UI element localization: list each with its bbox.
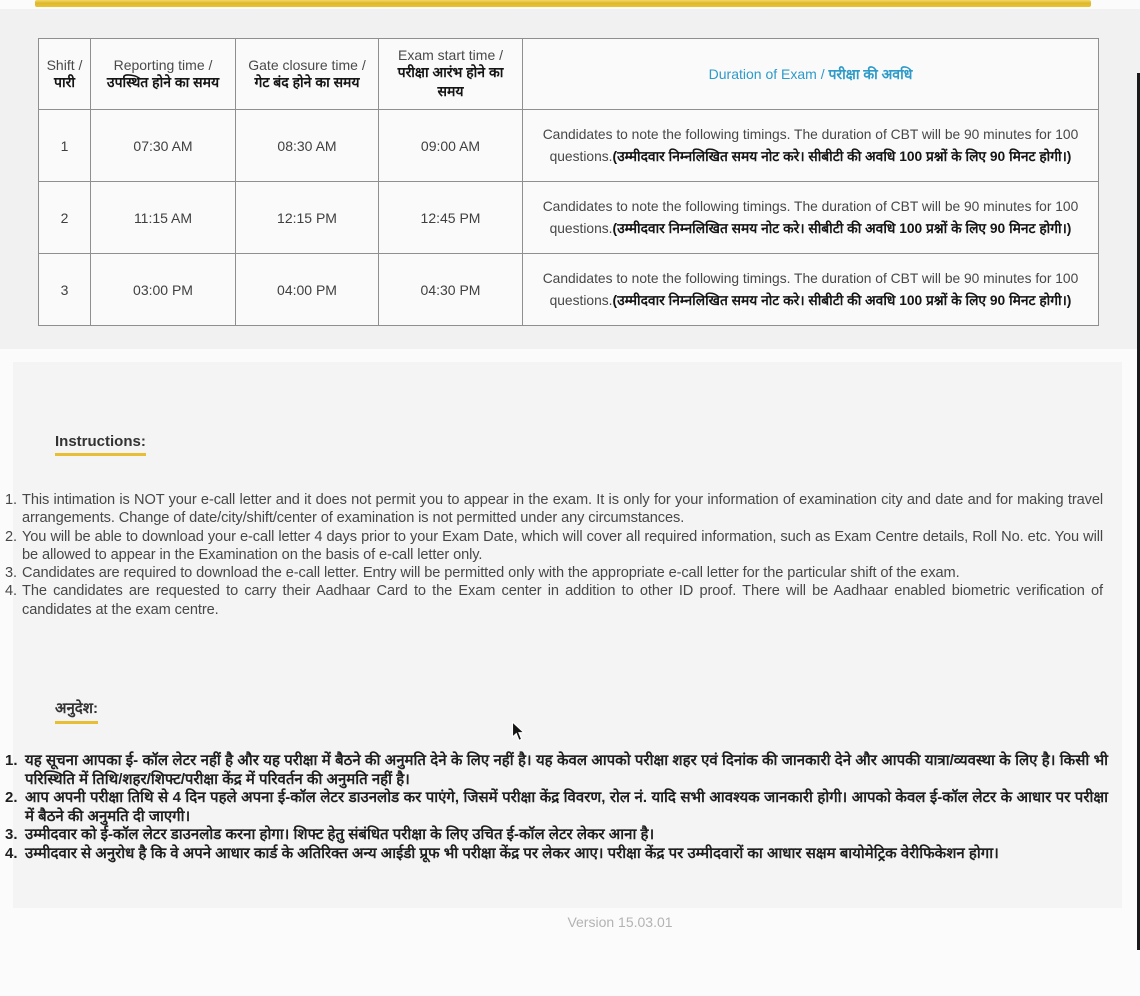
duration-text-en: Candidates to note the following timings. The duration of CBT will be 90 minutes for 100 questions. [542,199,1079,236]
instruction-item-hi [5,789,1108,826]
reporting-time-cell: 03:00 PM [91,254,236,326]
gate-closure-time-cell: 12:15 PM [236,182,379,254]
table-row [39,110,1099,182]
duration-text-en: Candidates to note the following timings. The duration of CBT will be 90 minutes for 100 questions. [542,271,1079,308]
instructions-list-hi [5,752,1108,864]
item-text: उम्मीदवार को ई-कॉल लेटर डाउनलोड करना होगा। शिफ्ट हेतु संबंधित परीक्षा के लिए उचित ई-कॉल लेटर लेकर आना है। [25,826,655,844]
exam-start-time-cell: 04:30 PM [379,254,523,326]
mouse-cursor-icon [511,721,526,742]
table-row [39,182,1099,254]
item-number: 4. [5,583,17,600]
instruction-item-en [5,582,1103,619]
instruction-item-hi [5,845,1108,864]
instruction-item-hi [5,752,1108,789]
item-number: 2. [5,789,18,807]
duration-text-en: Candidates to note the following timings. The duration of CBT will be 90 minutes for 100 questions. [542,127,1079,164]
item-text: This intimation is NOT your e-call letter and it does not permit you to appear in the exam. It is only for your information of examination city and date and for making travel arrangements. Change of date/city/shift/center of examination is not permitted under any circumstances. [22,492,1103,527]
col-header-exam-start-hi: परीक्षा आरंभ होने का समय [397,64,504,99]
col-header-shift-hi: पारी [54,73,75,90]
shift-number-cell: 2 [39,182,91,254]
instruction-item-en [5,564,1103,582]
col-header-exam-start-en: Exam start time / [397,47,504,63]
duration-text-hi: (उम्मीदवार निम्नलिखित समय नोट करे। सीबीटी की अवधि 100 प्रश्नों के लिए 90 मिनट होगी।) [612,220,1072,236]
item-text: यह सूचना आपका ई- कॉल लेटर नहीं है और यह परीक्षा में बैठने की अनुमति देने के लिए नहीं है। यह केवल आपको परीक्षा शहर एवं दिनांक की जानकारी देने और आपकी यात्रा/व्यवस्था के लिए है। किसी भी परिस्थिति में तिथि/शहर/शिफ्ट/परीक्षा केंद्र में परिवर्तन की अनुमति नहीं है। [25,752,1108,788]
col-header-shift-en: Shift / [46,56,83,73]
title-underline-bar [35,0,1091,7]
table-header-row [39,39,1099,110]
col-header-exam-start [379,39,523,110]
col-header-duration-en: Duration of Exam / [708,65,825,82]
item-number: 1. [5,752,18,769]
item-number: 2. [5,528,17,545]
instruction-item-hi [5,826,1108,845]
exam-start-time-cell: 09:00 AM [379,110,523,182]
item-text: आप अपनी परीक्षा तिथि से 4 दिन पहले अपना ई-कॉल लेटर डाउनलोड कर पाएंगे, जिसमें परीक्षा केंद्र विवरण, रोल नं. यादि सभी आवश्यक जानकारी होगी। आपको केवल ई-कॉल लेटर के आधार पर परीक्षा में बैठने की अनुमति दी जाएगी। [25,789,1108,825]
duration-cell [523,110,1099,182]
item-number: 3. [5,565,17,582]
shift-number-cell: 3 [39,254,91,326]
instructions-heading-hi [55,698,98,724]
col-header-gate-closure [236,39,379,110]
instructions-heading-hi-text: अनुदेश: [55,698,98,724]
duration-text-hi: (उम्मीदवार निम्नलिखित समय नोट करे। सीबीटी की अवधि 100 प्रश्नों के लिए 90 मिनट होगी।) [612,292,1072,308]
col-header-gate-closure-hi: गेट बंद होने का समय [254,73,360,90]
duration-cell [523,254,1099,326]
gate-closure-time-cell: 04:00 PM [236,254,379,326]
item-text: You will be able to download your e-call letter 4 days prior to your Exam Date, which will cover all required information, such as Exam Centre details, Roll No. etc. You will be allowed to appear in the Examination on the basis of e-call letter only. [22,528,1103,563]
item-text: Candidates are required to download the e-call letter. Entry will be permitted only with the appropriate e-call letter for the particular shift of the exam. [22,565,960,582]
item-text: उम्मीदवार से अनुरोध है कि वे अपने आधार कार्ड के अतिरिक्त अन्य आईडी प्रूफ भी परीक्षा केंद्र पर लेकर आए। परीक्षा केंद्र पर उम्मीदवारों का आधार सक्षम बायोमेट्रिक वेरीफिकेशन होगा। [25,844,999,862]
col-header-gate-closure-en: Gate closure time / [248,56,366,73]
item-number: 4. [5,844,18,862]
item-text: The candidates are requested to carry their Aadhaar Card to the Exam center in addition to other ID proof. There will be Aadhaar enabled biometric verification of candidates at the exam centre. [22,583,1103,618]
item-number: 1. [5,492,17,508]
col-header-reporting-hi: उपस्थित होने का समय [106,73,220,90]
item-number: 3. [5,826,18,844]
duration-text-hi: (उम्मीदवार निम्नलिखित समय नोट करे। सीबीटी की अवधि 100 प्रश्नों के लिए 90 मिनट होगी।) [612,148,1072,164]
col-header-reporting-en: Reporting time / [113,56,213,73]
col-header-duration-hi: परीक्षा की अवधि [828,65,913,82]
reporting-time-cell: 11:15 AM [91,182,236,254]
instruction-item-en [5,491,1103,528]
col-header-duration [523,39,1099,110]
col-header-shift [39,39,91,110]
exam-start-time-cell: 12:45 PM [379,182,523,254]
instruction-item-en [5,528,1103,565]
shift-timing-table [38,38,1099,326]
instructions-heading-en [55,433,146,456]
col-header-reporting-time [91,39,236,110]
version-label: Version 15.03.01 [567,914,673,930]
shift-number-cell: 1 [39,110,91,182]
instructions-list-en [5,491,1103,619]
gate-closure-time-cell: 08:30 AM [236,110,379,182]
table-row [39,254,1099,326]
instructions-heading-en-text: Instructions: [55,433,146,456]
duration-cell [523,182,1099,254]
reporting-time-cell: 07:30 AM [91,110,236,182]
